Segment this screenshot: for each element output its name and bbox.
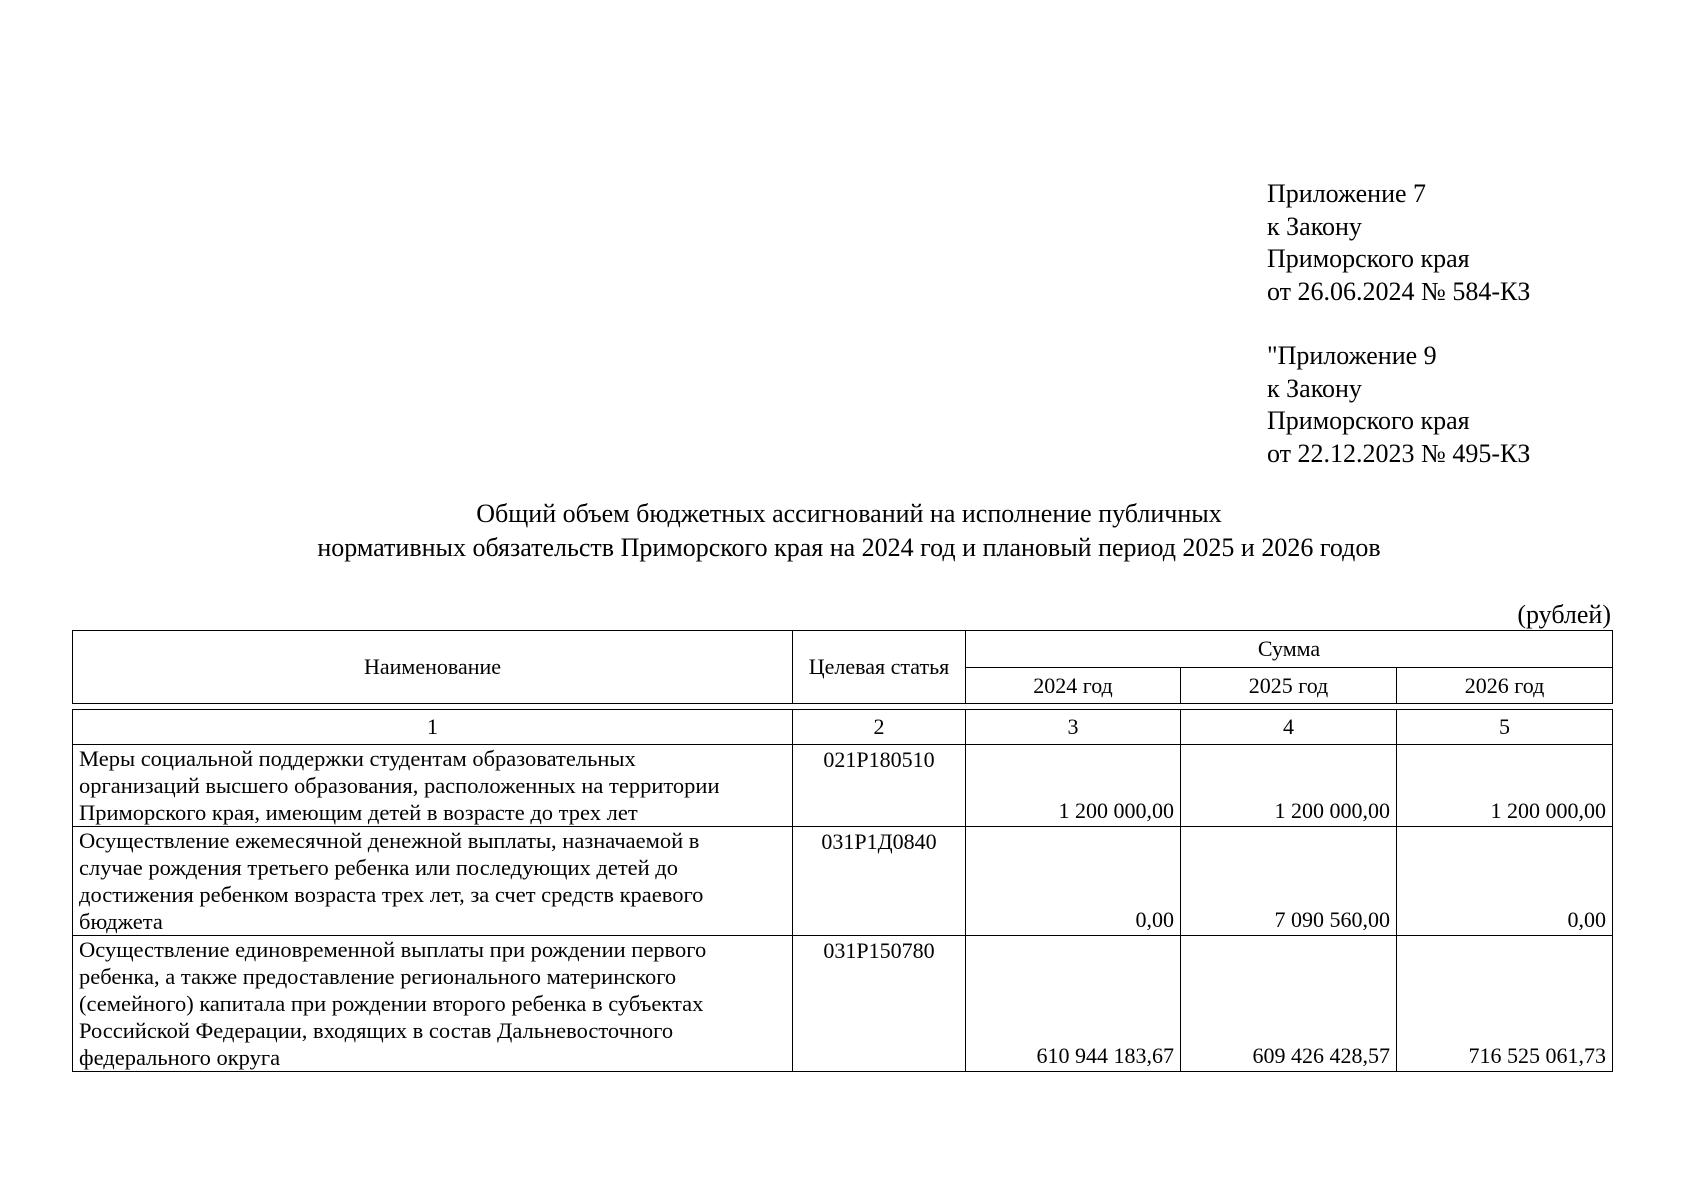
row-name-line: случае рождения третьего ребенка или последующих детей до: [79, 855, 678, 880]
row-name-line: Приморского края, имеющим детей в возрасте до трех лет: [79, 800, 638, 825]
header-target-article: Целевая статья: [793, 631, 966, 704]
appendix-9-line-2: к Закону: [1267, 373, 1362, 403]
document-title: [0, 497, 1698, 565]
table-row: [73, 936, 1613, 1072]
row-name-line: федерального округа: [79, 1045, 281, 1070]
row-name-line: Осуществление единовременной выплаты при рождении первого: [79, 937, 707, 962]
row-name-line: (семейного) капитала при рождении второго ребенка в субъектах: [79, 991, 704, 1016]
row-amount-2026: 0,00: [1397, 827, 1613, 936]
row-target-code: 031P1Д0840: [793, 827, 966, 936]
table-header: [72, 630, 1613, 704]
row-name: [73, 827, 793, 936]
unit-label: (рублей): [1517, 600, 1611, 629]
header-year-2025: 2025 год: [1181, 668, 1397, 704]
row-amount-2025: 1 200 000,00: [1181, 745, 1397, 827]
table-row: [73, 745, 1613, 827]
row-amount-2025: 609 426 428,57: [1181, 936, 1397, 1072]
row-name-line: бюджета: [79, 909, 163, 934]
row-amount-2026: 1 200 000,00: [1397, 745, 1613, 827]
column-number: 4: [1181, 710, 1397, 745]
column-number: 3: [966, 710, 1181, 745]
column-number: 1: [73, 710, 793, 745]
title-line-2: нормативных обязательств Приморского края на 2024 год и плановый период 2025 и 2026 годов: [317, 533, 1381, 562]
row-name: [73, 745, 793, 827]
header-sum: Сумма: [966, 631, 1613, 668]
appendix-9-line-4: от 22.12.2023 № 495-КЗ: [1267, 438, 1531, 468]
appendix-9-header: [1267, 340, 1667, 470]
row-amount-2024: 1 200 000,00: [966, 745, 1181, 827]
row-amount-2026: 716 525 061,73: [1397, 936, 1613, 1072]
row-name-line: организаций высшего образования, расположенных на территории: [79, 773, 720, 798]
row-name-line: достижения ребенком возраста трех лет, за счет средств краевого: [79, 882, 704, 907]
column-number: 5: [1397, 710, 1613, 745]
header-year-2026: 2026 год: [1397, 668, 1613, 704]
appendix-7-line-2: к Закону: [1267, 211, 1362, 241]
column-number: 2: [793, 710, 966, 745]
row-name-line: Российской Федерации, входящих в состав Дальневосточного: [79, 1018, 674, 1043]
appendix-9-line-1: "Приложение 9: [1267, 341, 1437, 370]
appendix-7-line-4: от 26.06.2024 № 584-КЗ: [1267, 276, 1531, 306]
row-name-line: Осуществление ежемесячной денежной выплаты, назначаемой в: [79, 828, 700, 853]
appendix-7-line-3: Приморского края: [1267, 244, 1470, 273]
title-line-1: Общий объем бюджетных ассигнований на исполнение публичных: [476, 499, 1222, 528]
column-number-row: [73, 710, 1613, 745]
row-amount-2025: 7 090 560,00: [1181, 827, 1397, 936]
row-amount-2024: 610 944 183,67: [966, 936, 1181, 1072]
row-name-line: Меры социальной поддержки студентам образовательных: [79, 746, 636, 771]
row-target-code: 021P180510: [793, 745, 966, 827]
appendix-7-header: [1267, 178, 1667, 308]
appendix-7-line-1: Приложение 7: [1267, 179, 1427, 208]
header-year-2024: 2024 год: [966, 668, 1181, 704]
header-name: Наименование: [73, 631, 793, 704]
appendix-9-line-3: Приморского края: [1267, 406, 1470, 435]
row-name: [73, 936, 793, 1072]
table-row: [73, 827, 1613, 936]
row-name-line: ребенка, а также предоставление регионального материнского: [79, 964, 677, 989]
budget-table: [72, 709, 1613, 1072]
row-amount-2024: 0,00: [966, 827, 1181, 936]
row-target-code: 031P150780: [793, 936, 966, 1072]
